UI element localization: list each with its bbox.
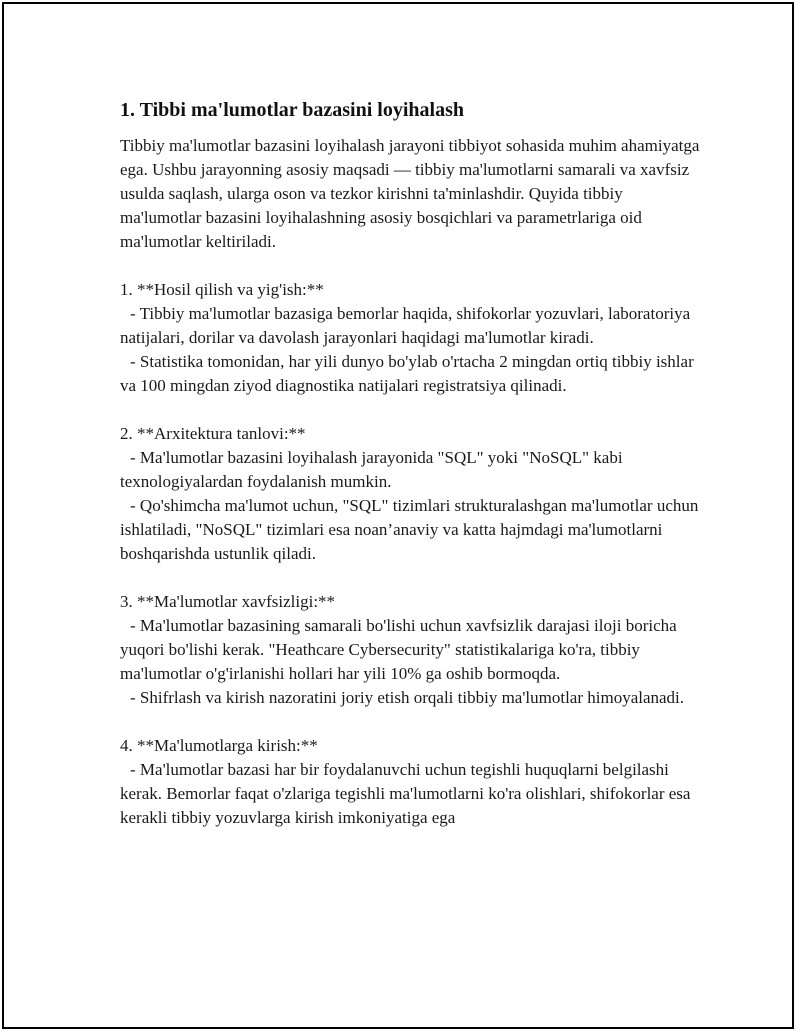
section-bullet: - Statistika tomonidan, har yili dunyo bo'ylab o'rtacha 2 mingdan ortiq tibbiy ishlar va 100 mingdan ziyod diagnostika natijalari registratsiya qilinadi. xyxy=(120,352,694,395)
section-heading: 2. **Arxitektura tanlovi:** xyxy=(120,424,306,443)
section-4 xyxy=(120,734,700,830)
section-bullet: - Ma'lumotlar bazasini loyihalash jarayonida "SQL" yoki "NoSQL" kabi texnologiyalardan foydalanish mumkin. xyxy=(120,448,623,491)
document-page xyxy=(2,2,794,1029)
section-bullet: - Ma'lumotlar bazasining samarali bo'lishi uchun xavfsizlik darajasi iloji boricha yuqori bo'lishi kerak. "Heathcare Cybersecurity" statistikalariga ko'ra, tibbiy ma'lumotlar o'g'irlanishi hollari har yili 10% ga oshib bormoqda. xyxy=(120,616,677,683)
section-bullet: - Ma'lumotlar bazasi har bir foydalanuvchi uchun tegishli huquqlarni belgilashi kerak. Bemorlar faqat o'zlariga tegishli ma'lumotlarni ko'ra olishlari, shifokorlar esa kerakli tibbiy yozuvlarga kirish imkoniyatiga ega xyxy=(120,760,691,827)
document-title: 1. Tibbi ma'lumotlar bazasini loyihalash xyxy=(120,99,464,121)
section-1 xyxy=(120,278,700,398)
section-heading: 1. **Hosil qilish va yig'ish:** xyxy=(120,280,324,299)
section-heading: 4. **Ma'lumotlarga kirish:** xyxy=(120,736,318,755)
section-3 xyxy=(120,590,700,710)
section-bullet: - Tibbiy ma'lumotlar bazasiga bemorlar haqida, shifokorlar yozuvlari, laboratoriya natijalari, dorilar va davolash jarayonlari haqidagi ma'lumotlar kiradi. xyxy=(120,304,691,347)
section-bullet: - Shifrlash va kirish nazoratini joriy etish orqali tibbiy ma'lumotlar himoyalanadi. xyxy=(130,688,685,707)
section-2 xyxy=(120,422,700,566)
section-bullet: - Qo'shimcha ma'lumot uchun, "SQL" tizimlari strukturalashgan ma'lumotlar uchun ishlatiladi, "NoSQL" tizimlari esa noan’anaviy va katta hajmdagi ma'lumotlarni boshqarishda ustunlik qiladi. xyxy=(120,496,699,563)
intro-paragraph: Tibbiy ma'lumotlar bazasini loyihalash jarayoni tibbiyot sohasida muhim ahamiyatga ega. Ushbu jarayonning asosiy maqsadi — tibbiy ma'lumotlarni samarali va xavfsiz usulda saqlash, ularga oson va tezkor kirishni ta'minlashdir. Quyida tibbiy ma'lumotlar bazasini loyihalashning asosiy bosqichlari va parametrlariga oid ma'lumotlar keltiriladi. xyxy=(120,136,700,251)
section-heading: 3. **Ma'lumotlar xavfsizligi:** xyxy=(120,592,336,611)
document-body xyxy=(120,96,700,854)
